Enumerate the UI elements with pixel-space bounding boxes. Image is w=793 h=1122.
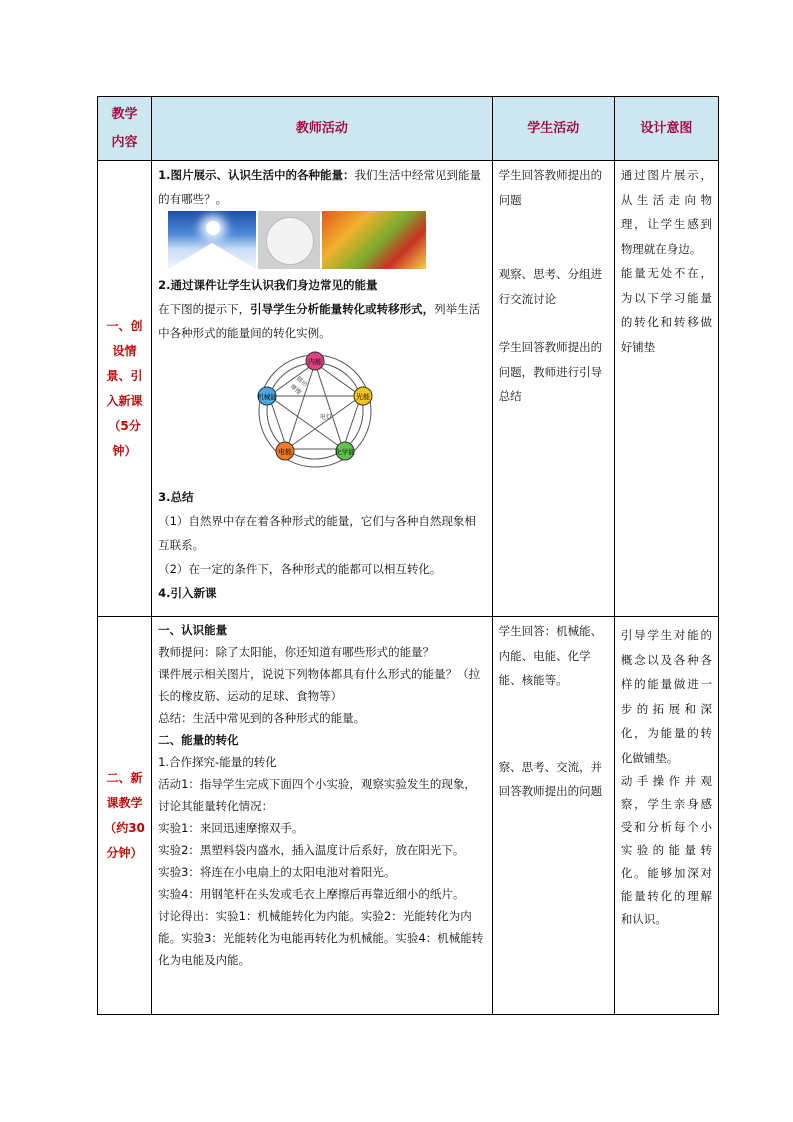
svg-text:机械能: 机械能 <box>257 393 277 401</box>
plate-photo <box>258 211 320 269</box>
s1-item1: 1.图片展示、认识生活中的各种能量：我们生活中经常见到能量的有哪些？。 <box>158 168 481 206</box>
s2-p4: 1.合作探究-能量的转化 <box>158 755 277 769</box>
s1-item3: 3.总结 <box>158 490 194 504</box>
node-huaxueneng <box>335 442 355 460</box>
node-jixieneng <box>257 387 277 405</box>
food-photo <box>322 211 426 269</box>
node-neineng <box>306 352 324 370</box>
s2-p6: 实验1：来回迅速摩擦双手。 <box>158 821 304 835</box>
s2-design-2: 动手操作并观察，学生亲身感受和分析每个小实验的能量转化。能够加深对能量转化的理解和认识。 <box>620 774 712 926</box>
s2-p2: 课件展示相关图片，说说下列物体都具有什么形式的能量？（拉长的橡皮筋、运动的足球、食物等） <box>158 667 481 703</box>
s2-p7: 实验2：黑塑料袋内盛水，插入温度计后系好，放在阳光下。 <box>158 843 465 857</box>
energy-photos <box>168 211 486 269</box>
section2-student <box>492 617 614 1015</box>
section2-design <box>614 617 718 1015</box>
section2-teacher <box>152 617 493 1015</box>
s2-p9: 实验4：用钢笔杆在头发或毛衣上摩擦后再靠近细小的纸片。 <box>158 887 465 901</box>
s1-item2-text: 在下图的提示下，引导学生分析能量转化或转移形式，列举生活中各种形式的能量间的转化实例。 <box>158 302 481 340</box>
header-content: 教学内容 <box>98 97 152 161</box>
s2-student-2: 察、思考、交流，并回答教师提出的问题 <box>498 759 603 798</box>
s1-design-1: 通过图片展示，从生活走向物理，让学生感到物理就在身边。 <box>620 168 712 256</box>
section2-title: 二、新课教学（约30分钟） <box>98 617 152 1015</box>
edge-label-2: 摩擦 <box>288 383 303 397</box>
section1-design <box>614 161 718 617</box>
s2-h2: 二、能量的转化 <box>158 733 239 747</box>
section1-title: 一、创设情景、引入新课（5分钟） <box>98 161 152 617</box>
section1-student <box>492 161 614 617</box>
svg-text:光能: 光能 <box>356 393 371 401</box>
s2-h1: 一、认识能量 <box>158 623 228 637</box>
s2-design-1: 引导学生对能的概念以及各种各样的能量做进一步的拓展和深化，为能量的转化做铺垫。 <box>620 628 712 765</box>
s1-item4: 4.引入新课 <box>158 586 217 600</box>
edge-label-1: 做功 <box>294 375 309 389</box>
s1-item3-p2: （2）在一定的条件下，各种形式的能都可以相互转化。 <box>158 562 442 576</box>
s2-student-1: 学生回答：机械能、内能、电能、化学能、核能等。 <box>498 624 603 687</box>
section1-teacher <box>152 161 493 617</box>
sun-mountain-photo <box>168 211 256 269</box>
section1-row <box>98 161 719 617</box>
s1-student-3: 学生回答教师提出的问题，教师进行引导总结 <box>498 340 603 403</box>
edge-label-3: 电灯 <box>320 414 333 421</box>
s2-p8: 实验3：将连在小电扇上的太阳电池对着阳光。 <box>158 865 396 879</box>
s1-design-2: 能量无处不在，为以下学习能量的转化和转移做好铺垫 <box>620 266 712 354</box>
header-row <box>98 97 719 161</box>
s1-item2: 2.通过课件让学生认识我们身边常见的能量 <box>158 278 378 292</box>
svg-text:电能: 电能 <box>278 448 293 456</box>
s2-p1: 教师提问：除了太阳能，你还知道有哪些形式的能量？ <box>158 645 435 659</box>
lesson-plan-table <box>97 96 719 1015</box>
node-guangneng <box>354 387 372 405</box>
header-student: 学生活动 <box>492 97 614 161</box>
svg-text:化学能: 化学能 <box>335 448 355 456</box>
node-dianneng <box>276 442 294 460</box>
s2-p5: 活动1：指导学生完成下面四个小实验，观察实验发生的现象，讨论其能量转化情况： <box>158 777 476 813</box>
svg-text:内能: 内能 <box>308 358 323 366</box>
s1-student-1: 学生回答教师提出的问题 <box>498 168 603 207</box>
header-teacher: 教师活动 <box>152 97 493 161</box>
header-design: 设计意图 <box>614 97 718 161</box>
s2-p3: 总结：生活中常见到的各种形式的能量。 <box>158 711 366 725</box>
section2-row <box>98 617 719 1015</box>
s1-student-2: 观察、思考、分组进行交流讨论 <box>498 267 603 306</box>
s2-p10: 讨论得出：实验1：机械能转化为内能。实验2：光能转化为内能。实验3：光能转化为电能再转化为机械能。实验4：机械能转化为电能及内能。 <box>158 909 484 967</box>
energy-conversion-diagram <box>250 349 380 469</box>
s1-item3-p1: （1）自然界中存在着各种形式的能量，它们与各种自然现象相互联系。 <box>158 514 476 552</box>
